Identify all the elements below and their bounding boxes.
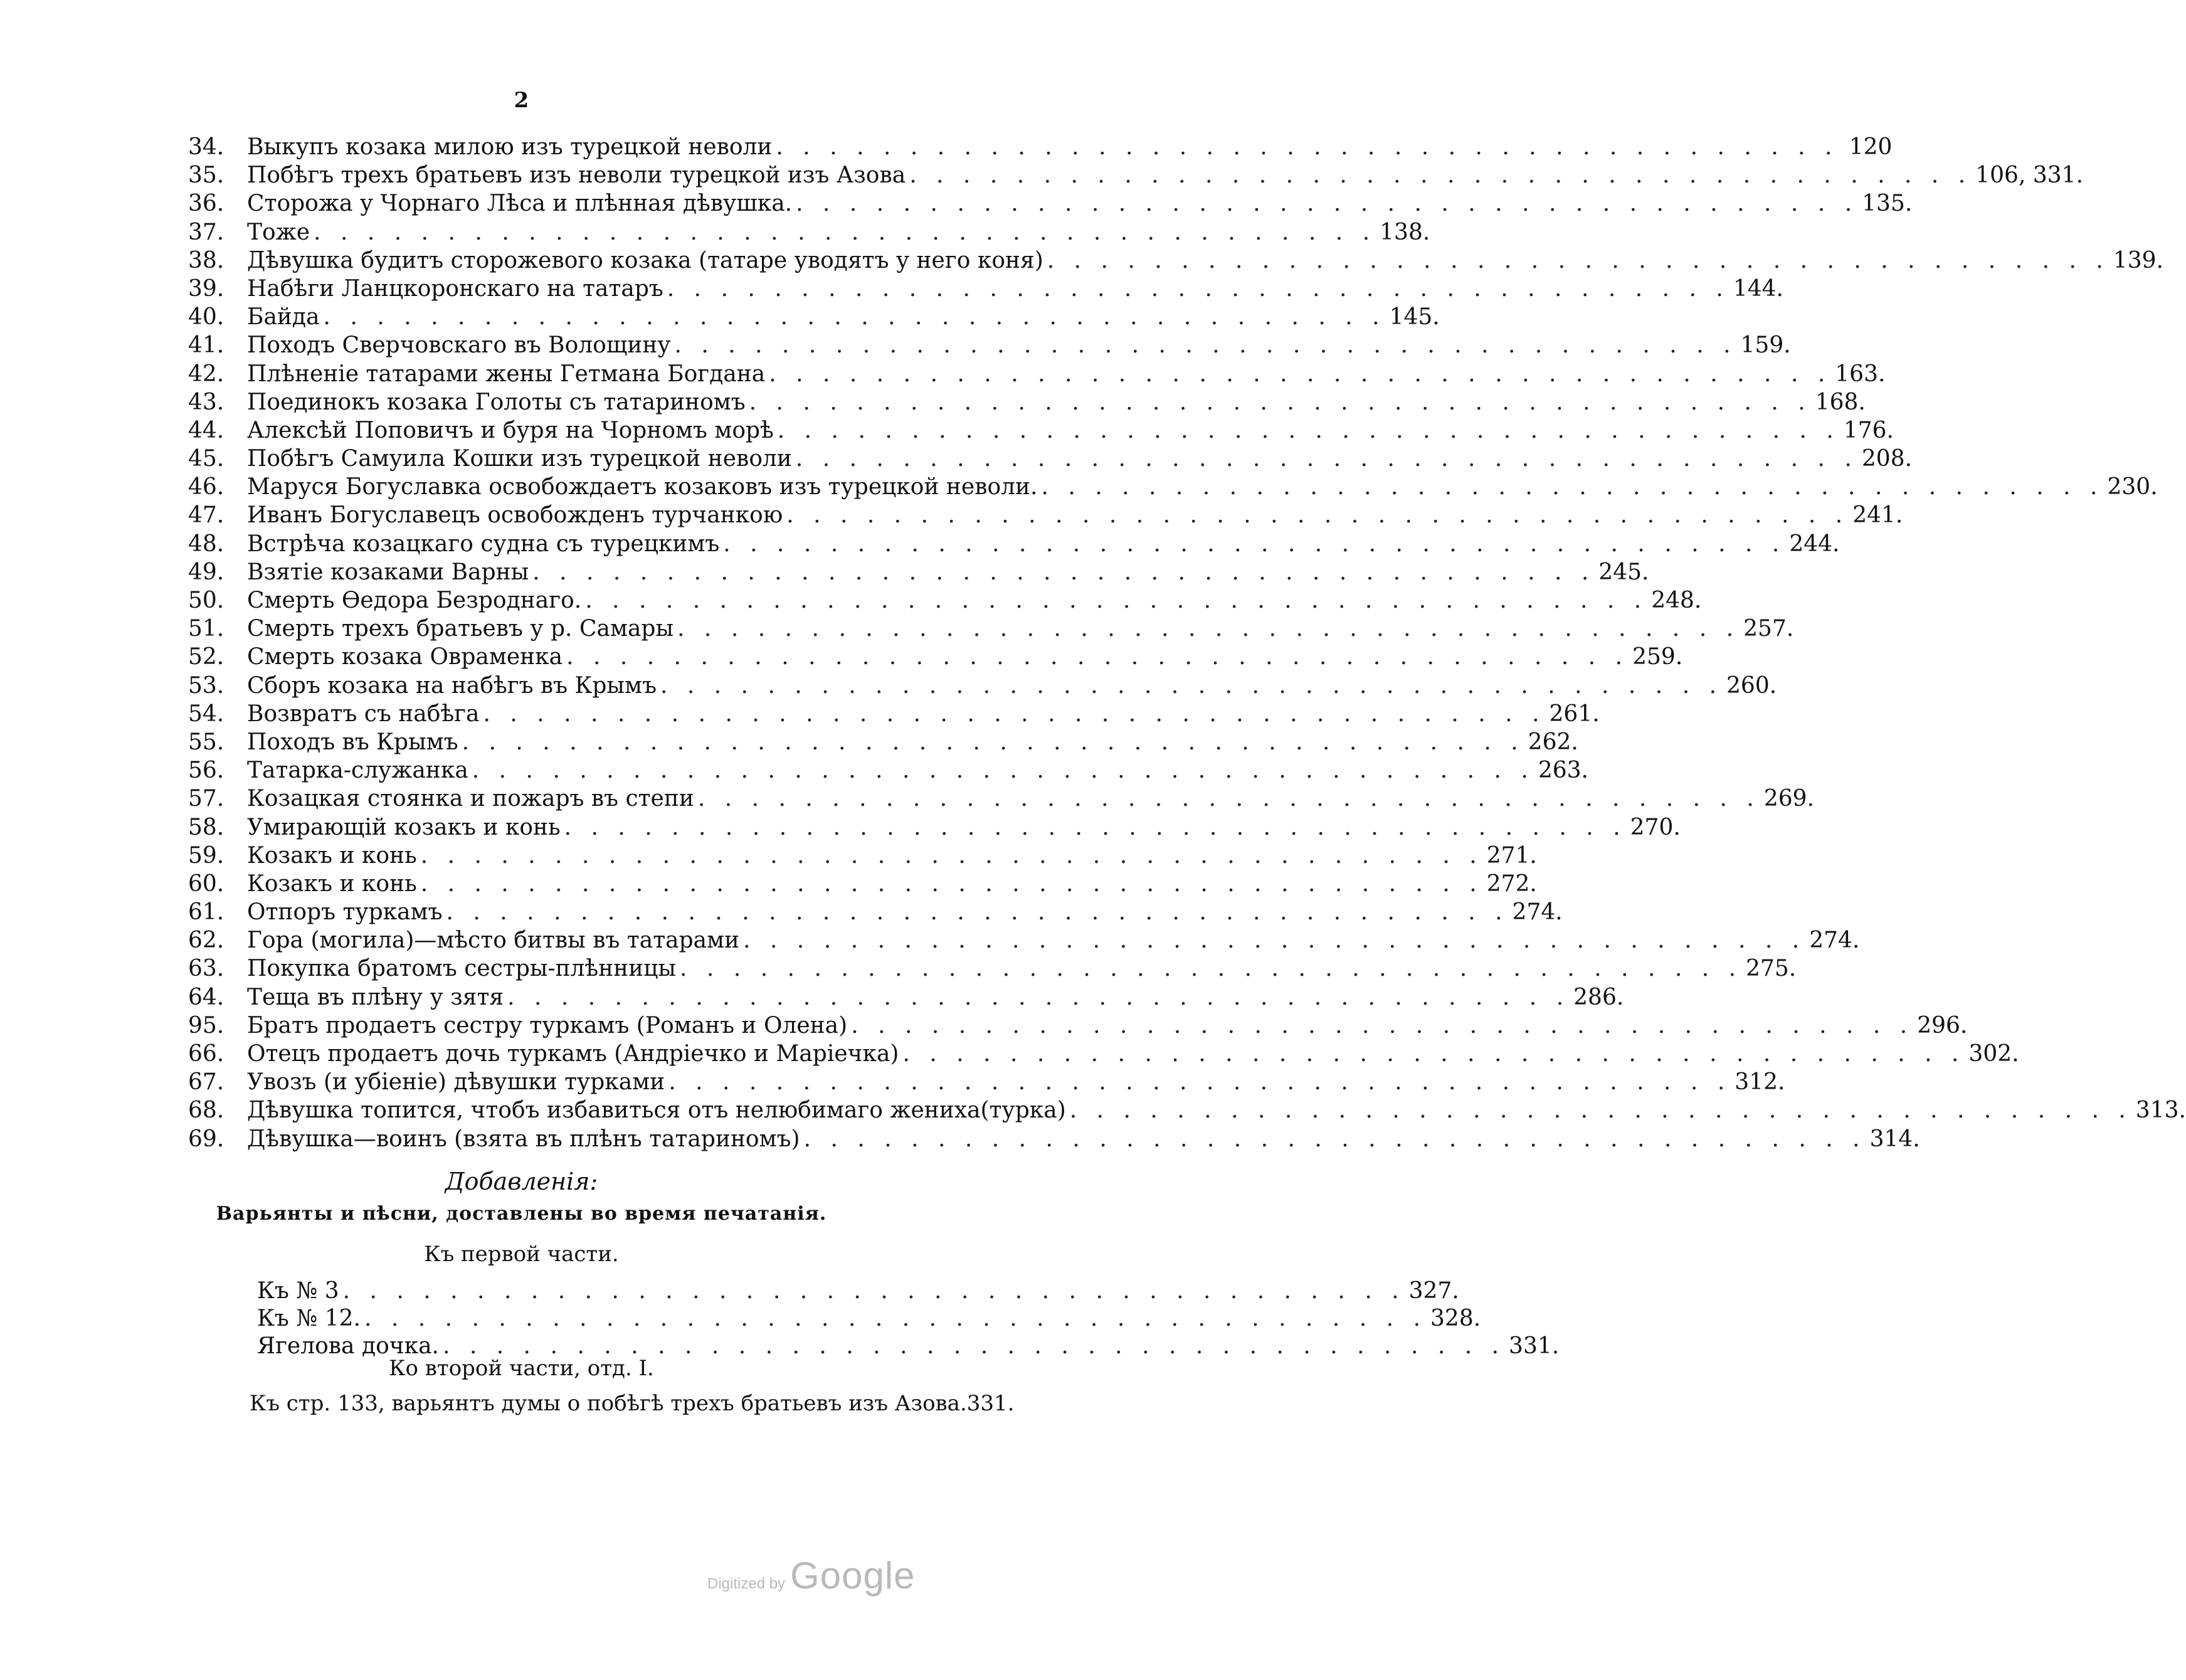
dot-leader: [479, 700, 1549, 728]
dot-leader: [562, 643, 1632, 671]
toc-entry-title: Дѣвушка топится, чтобъ избавиться отъ нелюбимаго жениха(турка): [247, 1097, 1066, 1124]
toc-entry-number: 40.: [188, 304, 224, 330]
toc-entry-page: 327.: [1408, 1278, 1459, 1304]
dot-leader: [719, 530, 1789, 558]
toc-entry-number: 57.: [188, 786, 224, 812]
dot-leader: [458, 728, 1528, 756]
toc-entry-title: Выкупъ козака милою изъ турецкой неволи: [247, 134, 773, 160]
toc-entry: [188, 813, 1681, 842]
toc-entry-title: Къ № 12.: [257, 1306, 361, 1331]
toc-entry-number: 44.: [188, 417, 224, 443]
additions-heading: Добавленія:: [445, 1168, 598, 1195]
toc-entry-page: 274.: [1512, 899, 1563, 926]
toc-entry-number: 49.: [188, 559, 224, 585]
dot-leader: [1066, 1096, 2136, 1124]
toc-entry-number: 52.: [188, 644, 224, 670]
dot-leader: [792, 189, 1862, 218]
toc-entry: [188, 501, 1903, 529]
toc-entry-page: 312.: [1735, 1069, 1785, 1096]
toc-entry-number: 64.: [188, 984, 224, 1010]
toc-entry-title: Встрѣча козацкаго судна съ турецкимъ: [247, 531, 720, 557]
toc-entry: [188, 275, 1783, 303]
toc-entry-title: Козацкая стоянка и пожаръ въ степи: [247, 786, 694, 812]
dot-leader: [561, 813, 1630, 842]
toc-entry-page: 271.: [1486, 842, 1537, 869]
toc-entry-number: 58.: [188, 814, 224, 840]
toc-entry-title: Смерть трехъ братьевъ у р. Самары: [247, 616, 674, 642]
toc-entry-number: 41.: [188, 332, 224, 359]
toc-entry-page: 159.: [1740, 332, 1791, 359]
toc-entry-number: 55.: [188, 729, 224, 755]
toc-entry-page: 328.: [1430, 1306, 1481, 1331]
dot-leader: [665, 1068, 1735, 1096]
toc-entry-page: 314.: [1869, 1126, 1920, 1152]
toc-entry-number: 61.: [188, 899, 224, 926]
dot-leader: [772, 133, 1842, 161]
toc-entry-number: 51.: [188, 616, 224, 642]
dot-leader: [504, 983, 1573, 1012]
toc-entry: [188, 473, 2158, 501]
toc-entry-number: 37.: [188, 219, 224, 245]
toc-entry-title: Смерть козака Овраменка: [247, 644, 563, 670]
toc-entry-title: Смерть Ѳедора Безроднаго.: [247, 588, 582, 613]
toc-entry-page: 120: [1849, 134, 1893, 160]
part-two-entry-title: Къ стр. 133, варьянтъ думы о побѣгѣ трехъ братьевъ изъ Азова.: [250, 1391, 967, 1416]
part-two-entry: [250, 1391, 1015, 1416]
toc-entry-title: Умирающій козакъ и конь: [247, 814, 561, 840]
toc-entry-page: 272.: [1486, 870, 1537, 897]
dot-leader: [443, 898, 1513, 926]
toc-entry-title: Къ № 3: [257, 1278, 339, 1304]
toc-entry-page: 259.: [1632, 644, 1683, 670]
toc-entry-title: Дѣвушка—воинъ (взята въ плѣнъ татариномъ): [247, 1126, 800, 1152]
toc-entry-page: 208.: [1861, 446, 1913, 472]
toc-entry-title: Козакъ и конь: [247, 870, 417, 897]
toc-entry: [188, 672, 1777, 700]
toc-entry-page: 270.: [1630, 814, 1681, 840]
toc-entry: [188, 416, 1894, 445]
toc-entry: [188, 1096, 2186, 1124]
toc-entry-page: 230.: [2107, 474, 2158, 500]
table-of-contents: [188, 133, 2186, 1153]
toc-entry-page: 139.: [2113, 247, 2163, 273]
toc-entry-page: 263.: [1538, 758, 1588, 784]
toc-entry: [188, 189, 1913, 218]
dot-leader: [339, 1277, 1409, 1305]
toc-entry-number: 60.: [188, 870, 224, 897]
toc-entry-number: 59.: [188, 842, 224, 869]
toc-entry: [188, 303, 1440, 331]
toc-entry-title: Иванъ Богуславецъ освобожденъ турчанкою: [247, 502, 783, 529]
toc-entry: [188, 870, 1537, 898]
toc-entry-title: Гора (могила)—мѣсто битвы въ татарами: [247, 927, 740, 954]
dot-leader: [417, 870, 1487, 898]
toc-entry: [188, 1012, 1968, 1040]
toc-entry-page: 168.: [1815, 389, 1866, 415]
toc-entry-title: Дѣвушка будитъ сторожевого козака (татаре уводятъ у него коня): [247, 247, 1043, 273]
toc-entry: [188, 728, 1578, 756]
toc-entry-number: 35.: [188, 162, 224, 189]
toc-entry-number: 39.: [188, 275, 224, 302]
dot-leader: [320, 303, 1390, 331]
toc-entry-title: Отпоръ туркамъ: [247, 899, 443, 926]
toc-entry: [188, 842, 1537, 870]
toc-entry: [188, 615, 1794, 643]
toc-entry-title: Взятіе козаками Варны: [247, 559, 529, 585]
toc-entry-number: 68.: [188, 1097, 224, 1124]
dot-leader: [746, 388, 1815, 416]
dot-leader: [663, 275, 1733, 303]
toc-entry-page: 274.: [1809, 927, 1860, 954]
toc-entry: [188, 530, 1840, 558]
toc-entry-number: 69.: [188, 1126, 224, 1152]
toc-entry-page: 262.: [1528, 729, 1578, 755]
toc-entry-number: 54.: [188, 700, 224, 727]
dot-leader: [417, 842, 1487, 870]
dot-leader: [468, 756, 1538, 785]
dot-leader: [800, 1125, 1870, 1153]
toc-entry: [188, 586, 1702, 615]
toc-entry-page: 144.: [1733, 275, 1783, 302]
toc-entry-title: Байда: [247, 304, 320, 330]
toc-entry: [188, 161, 2084, 189]
toc-entry-number: 42.: [188, 361, 224, 387]
toc-entry-title: Отецъ продаетъ дочь туркамъ (Андріечко и Маріечка): [247, 1041, 899, 1067]
toc-entry-page: 244.: [1789, 531, 1840, 557]
dot-leader: [529, 558, 1598, 586]
dot-leader: [657, 672, 1726, 700]
toc-entry-page: 106, 331.: [1975, 162, 2084, 189]
toc-entry-title: Братъ продаетъ сестру туркамъ (Романъ и Олена): [247, 1012, 848, 1038]
toc-entry-page: 245.: [1598, 559, 1649, 585]
dot-leader: [361, 1304, 1430, 1333]
toc-entry-number: 34.: [188, 134, 224, 160]
toc-entry-number: 62.: [188, 927, 224, 954]
toc-entry-page: 163.: [1835, 361, 1886, 387]
toc-entry-page: 260.: [1726, 672, 1777, 699]
dot-leader: [673, 615, 1743, 643]
dot-leader: [1037, 473, 2107, 501]
toc-entry-page: 135.: [1862, 191, 1913, 217]
toc-entry-page: 269.: [1763, 786, 1815, 812]
toc-entry-number: 95.: [188, 1012, 224, 1038]
toc-entry: [188, 218, 1430, 246]
dot-leader: [792, 445, 1862, 473]
toc-entry-title: Побѣгъ трехъ братьевъ изъ неволи турецкой изъ Азова: [247, 162, 906, 189]
toc-entry: [257, 1277, 1459, 1304]
toc-entry: [188, 643, 1683, 671]
toc-entry-title: Козакъ и конь: [247, 842, 417, 869]
toc-entry-number: 67.: [188, 1069, 224, 1096]
dot-leader: [899, 1040, 1968, 1068]
toc-entry-page: 176.: [1843, 417, 1894, 443]
toc-entry-number: 38.: [188, 247, 224, 273]
toc-entry: [188, 133, 1893, 161]
toc-entry-page: 241.: [1852, 502, 1903, 529]
page-number: 2: [514, 88, 529, 113]
toc-entry: [188, 445, 1913, 473]
dot-leader: [765, 360, 1835, 388]
part-two-entry-page: 331.: [966, 1391, 1015, 1416]
toc-entry: [188, 1068, 1785, 1096]
part-one-list: [257, 1277, 1560, 1360]
toc-entry-title: Ягелова дочка.: [257, 1333, 440, 1359]
toc-entry-title: Сборъ козака на набѣгъ въ Крымъ: [247, 672, 657, 699]
toc-entry-page: 275.: [1746, 956, 1797, 982]
toc-entry: [188, 700, 1600, 728]
toc-entry: [188, 1040, 2019, 1068]
toc-entry: [188, 756, 1588, 785]
toc-entry: [188, 983, 1624, 1012]
google-logo: Google: [790, 1555, 916, 1597]
dot-leader: [671, 331, 1741, 359]
toc-entry-page: 286.: [1573, 984, 1624, 1010]
dot-leader: [906, 161, 1975, 189]
toc-entry-title: Поединокъ козака Голоты съ татариномъ: [247, 389, 746, 415]
toc-entry-title: Теща въ плѣну у зятя: [247, 984, 504, 1010]
toc-entry-title: Возвратъ съ набѣга: [247, 700, 480, 727]
toc-entry-number: 45.: [188, 446, 224, 472]
toc-entry-page: 302.: [1968, 1041, 2019, 1067]
toc-entry-title: Побѣгъ Самуила Кошки изъ турецкой неволи: [247, 446, 792, 472]
toc-entry-number: 47.: [188, 502, 224, 529]
watermark-prefix: Digitized by: [707, 1575, 786, 1592]
toc-entry-title: Сторожа у Чорнаго Лѣса и плѣнная дѣвушка.: [247, 191, 793, 217]
dot-leader: [676, 954, 1746, 983]
toc-entry-page: 261.: [1549, 700, 1600, 727]
toc-entry: [188, 360, 1886, 388]
part-one-heading: Къ первой части.: [424, 1242, 619, 1267]
dot-leader: [581, 586, 1651, 615]
toc-entry-page: 257.: [1743, 616, 1794, 642]
toc-entry: [188, 1125, 1920, 1153]
dot-leader: [694, 785, 1764, 813]
toc-entry: [188, 331, 1791, 359]
dot-leader: [847, 1012, 1917, 1040]
toc-entry-number: 36.: [188, 191, 224, 217]
dot-leader: [310, 218, 1380, 246]
toc-entry: [188, 785, 1815, 813]
toc-entry-title: Маруся Богуславка освобождаетъ козаковъ изъ турецкой неволи.: [247, 474, 1038, 500]
toc-entry-number: 56.: [188, 758, 224, 784]
toc-entry-page: 145.: [1389, 304, 1440, 330]
dot-leader: [739, 926, 1809, 954]
toc-entry-title: Покупка братомъ сестры-плѣнницы: [247, 956, 677, 982]
toc-entry: [188, 954, 1797, 983]
additions-subheading: Варьянты и пѣсни, доставлены во время печатанія.: [216, 1203, 827, 1225]
toc-entry-title: Увозъ (и убіеніе) дѣвушки турками: [247, 1069, 665, 1096]
toc-entry: [188, 246, 2163, 275]
toc-entry-number: 66.: [188, 1041, 224, 1067]
dot-leader: [1043, 246, 2113, 275]
dot-leader: [774, 416, 1844, 445]
toc-entry-title: Походъ Сверчовскаго въ Волощину: [247, 332, 671, 359]
toc-entry-page: 313.: [2135, 1097, 2186, 1124]
toc-entry-page: 296.: [1917, 1012, 1968, 1038]
toc-entry: [188, 388, 1866, 416]
toc-entry-number: 63.: [188, 956, 224, 982]
toc-entry-title: Алексѣй Поповичъ и буря на Чорномъ морѣ: [247, 417, 774, 443]
toc-entry: [188, 898, 1563, 926]
toc-entry-number: 53.: [188, 672, 224, 699]
toc-entry-number: 50.: [188, 588, 224, 613]
toc-entry-title: Плѣненіе татарами жены Гетмана Богдана: [247, 361, 766, 387]
toc-entry-title: Тоже: [247, 219, 310, 245]
toc-entry-title: Походъ въ Крымъ: [247, 729, 458, 755]
toc-entry: [188, 558, 1649, 586]
toc-entry-number: 43.: [188, 389, 224, 415]
digitized-watermark: [707, 1554, 916, 1597]
toc-entry-page: 138.: [1380, 219, 1430, 245]
toc-entry-number: 48.: [188, 531, 224, 557]
toc-entry-title: Набѣги Ланцкоронскаго на татаръ: [247, 275, 663, 302]
dot-leader: [783, 501, 1852, 529]
toc-entry: [188, 926, 1860, 954]
toc-entry-number: 46.: [188, 474, 224, 500]
toc-entry-title: Татарка-служанка: [247, 758, 468, 784]
toc-entry-page: 331.: [1509, 1333, 1560, 1359]
toc-entry-page: 248.: [1651, 588, 1702, 613]
part-two-heading: Ко второй части, отд. I.: [389, 1356, 654, 1381]
toc-entry: [257, 1304, 1481, 1332]
